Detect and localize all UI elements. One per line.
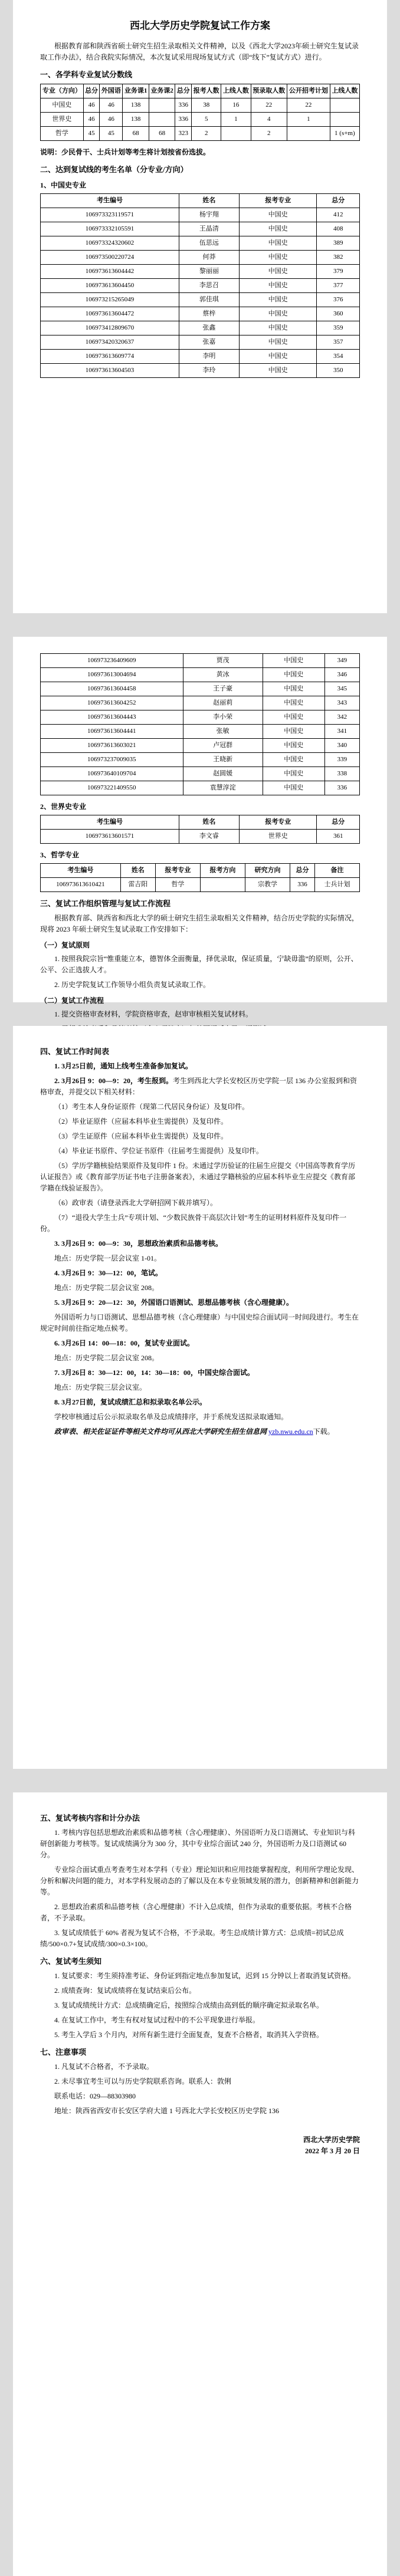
- table-cell: 1: [221, 113, 251, 127]
- table-cell: 389: [317, 236, 360, 251]
- subsection-philosophy: 3、哲学专业: [40, 851, 80, 859]
- table-cell: 中国史: [239, 321, 317, 335]
- download-note: [40, 1426, 360, 1437]
- table-row: [41, 364, 360, 378]
- table-cell: 106973324320602: [41, 236, 179, 251]
- table-cell: 中国史: [239, 293, 317, 307]
- section-5-paragraph-1: 1. 考核内容包括思想政治素质和品德考核（含心理健康）、外国语听力及口语测试、专业知识与科研创新能力考核等。复试成绩满分为 300 分，其中专业综合面试 240 分，外国语听力及口语测试 60 分。: [40, 1828, 356, 1859]
- table-cell: 106973613604442: [41, 265, 179, 279]
- table-cell: 卢冠群: [183, 739, 263, 753]
- table-cell: 中国史: [263, 654, 324, 668]
- table-header-cell: 考生编号: [41, 194, 179, 208]
- table-cell: 中国史: [239, 364, 317, 378]
- table-cell: 中国史: [263, 781, 324, 795]
- table-row: [41, 113, 360, 127]
- material-item: （2）毕业证原件（应届本科毕业生需提供）及复印件。: [54, 1117, 228, 1126]
- website-link[interactable]: yzb.nwu.edu.cn: [268, 1427, 313, 1436]
- table-row: [41, 279, 360, 293]
- table-cell: 106973332105591: [41, 222, 179, 236]
- schedule-item-title: 3. 3月26日 9：00—9：30，思想政治素质和品德考核。: [54, 1239, 223, 1248]
- download-note-text: 政审表、相关佐证证件等相关文件均可从西北大学研究生招生信息网: [54, 1427, 267, 1436]
- table-cell: 68: [123, 127, 149, 141]
- table-cell: 339: [324, 753, 359, 767]
- table-cell: 赵圆媛: [183, 767, 263, 781]
- table-cell: 106973613604458: [41, 682, 183, 696]
- table-row: [41, 293, 360, 307]
- document-page-3: [13, 1026, 387, 1769]
- table-row: [41, 265, 360, 279]
- section-1-heading: 一、各学科专业复试分数线: [40, 70, 133, 79]
- table-row: [41, 350, 360, 364]
- document-page-1: [13, 0, 387, 613]
- table-cell: 345: [324, 682, 359, 696]
- table-cell: 46: [83, 98, 100, 113]
- table-cell: 中国史: [263, 682, 324, 696]
- section-2-heading: 二、达到复试线的考生名单（分专业/方向）: [40, 165, 188, 174]
- table-row: [41, 696, 360, 710]
- table-cell: [330, 98, 359, 113]
- table-cell: 106973613604252: [41, 696, 183, 710]
- table-cell: 357: [317, 335, 360, 350]
- section-5-paragraph-2: 专业综合面试重点考查考生对本学科（专业）理论知识和应用技能掌握程度，利用所学理论发现、分析和解决问题的能力，对本学科发展动态的了解以及在本专业领域发展的潜力，创新精神和创新能力等。: [40, 1866, 359, 1896]
- table-cell: 106973500220724: [41, 251, 179, 265]
- table-cell: 王子豪: [183, 682, 263, 696]
- table-cell: 106973640109704: [41, 767, 183, 781]
- table-cell: 贾茂: [183, 654, 263, 668]
- table-cell: 106973420320637: [41, 335, 179, 350]
- table-row: [41, 321, 360, 335]
- table-header-cell: 业务课1: [123, 84, 149, 98]
- table-cell: 张敏: [183, 725, 263, 739]
- table-cell: 106973613604450: [41, 279, 179, 293]
- table-cell: 22: [251, 98, 287, 113]
- notice-item: 2. 成绩查询：复试成绩将在复试结束后公布。: [54, 1986, 196, 1995]
- table-cell: 伍思远: [179, 236, 239, 251]
- table-cell: 340: [324, 739, 359, 753]
- table-cell: [200, 878, 245, 892]
- table-header-cell: 总分: [83, 84, 100, 98]
- table-cell: 46: [100, 113, 123, 127]
- table-cell: 382: [317, 251, 360, 265]
- attention-item: 2. 未尽事宜考生可以与历史学院联系咨询。联系人：敦俐: [54, 2077, 232, 2085]
- table-cell: 379: [317, 265, 360, 279]
- table-cell: 46: [100, 98, 123, 113]
- document-title: 西北大学历史学院复试工作方案: [130, 20, 270, 31]
- table-cell: 38: [192, 98, 221, 113]
- candidate-table-chinese-history-cont: [40, 653, 360, 795]
- schedule-item-title: 7. 3月26日 8：30—12：00，14：30—18：00，中国史综合面试。: [54, 1368, 255, 1377]
- section-3-heading: 三、复试工作组织管理与复试工作流程: [40, 899, 171, 908]
- section-3-intro: 根据教育部、陕西省和西北大学的硕士研究生招生录取相关文件精神，结合历史学院的实际情况，现将 2023 年硕士研究生复试录取工作安排如下：: [40, 914, 359, 933]
- table-cell: 106973613604503: [41, 364, 179, 378]
- table-cell: 343: [324, 696, 359, 710]
- table-row: [41, 710, 360, 725]
- table-cell: 宗教学: [245, 878, 290, 892]
- table-cell: 106973215265049: [41, 293, 179, 307]
- table-header-cell: 报考方向: [200, 864, 245, 878]
- table-cell: 1: [287, 113, 330, 127]
- table-row: [41, 208, 360, 222]
- principles-heading: （一）复试原则: [40, 941, 90, 949]
- notice-item: 4. 在复试工作中，考生有权对复试过程中的不公平现象进行举报。: [54, 2016, 260, 2024]
- schedule-item: [40, 1268, 360, 1279]
- table-cell: 中国史: [263, 710, 324, 725]
- table-cell: 哲学: [41, 127, 84, 141]
- table-row: [41, 236, 360, 251]
- table-cell: 中国史: [239, 236, 317, 251]
- schedule-item: [40, 1297, 360, 1308]
- table-row: [41, 878, 360, 892]
- subsection-chinese-history: 1、中国史专业: [40, 181, 87, 189]
- schedule-item-detail: 地点：历史学院二层会议室 208。: [54, 1284, 159, 1292]
- section-6-list: [40, 1970, 360, 2041]
- table-cell: 412: [317, 208, 360, 222]
- schedule-item-detail: 地点：历史学院一层会议室 1-01。: [54, 1254, 161, 1262]
- table-header-cell: 上线人数: [221, 84, 251, 98]
- table-cell: 336: [175, 98, 192, 113]
- table-cell: 106973221409550: [41, 781, 183, 795]
- section-7-list: [40, 2061, 360, 2117]
- table-cell: 138: [123, 113, 149, 127]
- table-row: [41, 725, 360, 739]
- table-cell: 袁慧淳淀: [183, 781, 263, 795]
- schedule-item-title: 6. 3月26日 14：00—18：00，复试专业面试。: [54, 1339, 195, 1347]
- table-cell: 中国史: [239, 350, 317, 364]
- table-cell: 106973613603021: [41, 739, 183, 753]
- table-header-cell: 专业（方向）: [41, 84, 84, 98]
- table-row: [41, 307, 360, 321]
- table-header-cell: 报考专业: [155, 864, 200, 878]
- table-cell: [149, 113, 175, 127]
- table-row: [41, 222, 360, 236]
- section-7-heading: 七、注意事项: [40, 2048, 87, 2057]
- table-cell: 349: [324, 654, 359, 668]
- table-cell: 王晓新: [183, 753, 263, 767]
- table-cell: 354: [317, 350, 360, 364]
- candidate-table-philosophy: [40, 863, 360, 892]
- material-item: （1）考生本人身份证原件（现第二代居民身份证）及复印件。: [54, 1103, 250, 1111]
- subsection-world-history: 2、世界史专业: [40, 802, 87, 811]
- table-cell: 李文睿: [179, 830, 239, 844]
- table-cell: 106973237009035: [41, 753, 183, 767]
- table-cell: 342: [324, 710, 359, 725]
- table-cell: 中国史: [263, 739, 324, 753]
- materials-list: [40, 1101, 360, 1235]
- material-item: （6）政审表（请登录西北大学研招网下载并填写）。: [54, 1199, 218, 1207]
- schedule-item: [40, 1367, 360, 1379]
- flow-item: 1. 提交资格审查材料，学院资格审查，赵审审核相关复试材料。: [54, 1010, 253, 1018]
- table-header-cell: 姓名: [179, 815, 239, 830]
- table-cell: 杨宇翔: [179, 208, 239, 222]
- table-cell: 336: [324, 781, 359, 795]
- table-cell: [149, 98, 175, 113]
- table-cell: 336: [175, 113, 192, 127]
- section-5-heading: 五、复试考核内容和计分办法: [40, 1814, 140, 1822]
- schedule-item-2-text: 考生到西北大学长安校区历史学院一层 136 办公室报到和资格审查，并提交以下相关材料：: [40, 1077, 358, 1096]
- table-cell: 106973613610421: [41, 878, 121, 892]
- table-header-cell: 总分: [317, 815, 360, 830]
- table-header-cell: 报考专业: [239, 194, 317, 208]
- table-header-cell: 姓名: [179, 194, 239, 208]
- principle-item: 2. 历史学院复试工作领导小组负责复试录取工作。: [54, 981, 211, 989]
- table-cell: 106973613604441: [41, 725, 183, 739]
- table-header-cell: 总分: [175, 84, 192, 98]
- schedule-item: [40, 1338, 360, 1349]
- score-line-table: [40, 84, 360, 141]
- notice-item: 1. 复试要求：考生须持准考证、身份证到指定地点参加复试，迟到 15 分钟以上者取消复试资格。: [54, 1972, 356, 1980]
- table-cell: 138: [123, 98, 149, 113]
- table-cell: 中国史: [239, 208, 317, 222]
- material-item: （3）学生证原件（应届本科毕业生需提供）及复印件。: [54, 1132, 228, 1140]
- table-header-cell: 总分: [290, 864, 315, 878]
- table-header-cell: 外国语: [100, 84, 123, 98]
- table-cell: 376: [317, 293, 360, 307]
- table-cell: 350: [317, 364, 360, 378]
- table-cell: 赵丽莉: [183, 696, 263, 710]
- schedule-item-2: [40, 1075, 360, 1098]
- table-cell: 中国史: [239, 279, 317, 293]
- intro-paragraph: 根据教育部和陕西省硕士研究生招生录取相关文件精神，以及《西北大学2023年硕士研究生复试录取工作办法》，结合我院实际情况，本次复试采用现场复试方式（即“线下”复试方式）进行。: [40, 42, 359, 61]
- section-5-paragraph-3: 2. 思想政治素质和品德考核（含心理健康）不计入总成绩，但作为录取的重要依据。考核不合格者，不予录取。: [40, 1903, 352, 1922]
- document-page-4: [13, 1792, 387, 2576]
- table-header-cell: 考生编号: [41, 815, 179, 830]
- table-cell: 45: [100, 127, 123, 141]
- material-item: （4）毕业证书原件、学位证书原件（往届考生需提供）及复印件。: [54, 1147, 264, 1155]
- table-cell: 李思召: [179, 279, 239, 293]
- table-row: [41, 251, 360, 265]
- table-row: [41, 753, 360, 767]
- schedule-item: [40, 1238, 360, 1249]
- table-cell: 341: [324, 725, 359, 739]
- table-cell: 22: [287, 98, 330, 113]
- table-row: [41, 739, 360, 753]
- table-row: [41, 654, 360, 668]
- table-row: [41, 830, 360, 844]
- table-cell: 中国史: [263, 725, 324, 739]
- table-cell: [221, 127, 251, 141]
- schedule-item-detail: 外国语听力与口语测试、思想品德考核（含心理健康）与中国史综合面试同一时间段进行。考生在规定时间前往指定地点候考。: [40, 1313, 359, 1333]
- table-header-cell: 姓名: [120, 864, 155, 878]
- table-header-cell: 预录取人数: [251, 84, 287, 98]
- table-cell: 377: [317, 279, 360, 293]
- table-cell: 中国史: [239, 307, 317, 321]
- schedule-item-1: [40, 1061, 360, 1072]
- table-row: [41, 98, 360, 113]
- table-cell: 106973613609774: [41, 350, 179, 364]
- table-cell: 张嘉: [179, 335, 239, 350]
- table-header-cell: 考生编号: [41, 864, 121, 878]
- table-cell: 106973323119571: [41, 208, 179, 222]
- section-5-paragraph-4: 3. 复试成绩低于 60% 者视为复试不合格，不予录取。考生总成绩计算方式：总成绩=初试总成绩/500×0.7+复试成绩/300×0.3×100。: [40, 1929, 344, 1948]
- table-cell: 中国史: [239, 265, 317, 279]
- table-row: [41, 127, 360, 141]
- table-header-cell: 公开招考计划: [287, 84, 330, 98]
- schedule-item-title: 4. 3月26日 9：30—12：00，笔试。: [54, 1269, 163, 1277]
- table-cell: [330, 113, 359, 127]
- table-cell: 336: [290, 878, 315, 892]
- table-cell: 2: [251, 127, 287, 141]
- attention-item: 地址：陕西省西安市长安区学府大道 1 号西北大学长安校区历史学院 136: [54, 2107, 280, 2115]
- table-header-cell: 上线人数: [330, 84, 359, 98]
- table-cell: 世界史: [239, 830, 317, 844]
- table-cell: 4: [251, 113, 287, 127]
- schedule-item-2-title: 2. 3月26日 9：00—9：20，考生报到。: [54, 1077, 173, 1085]
- schedule-item-title: 5. 3月26日 9：20—12：30，外国语口语测试、思想品德考核（含心理健康）。: [54, 1298, 294, 1307]
- table-cell: 323: [175, 127, 192, 141]
- note-bold: 说明：少民骨干、士兵计划等考生将计划按省份选拔。: [40, 148, 211, 156]
- schedule-item-detail: 地点：历史学院三层会议室。: [54, 1383, 147, 1391]
- principle-item: 1. 按照我院宗旨“惟重能立本，德智体全面衡量，择优录取，保证质量，宁缺毋滥”的原则，公开、公平、公正选拔人才。: [40, 955, 358, 974]
- table-row: [41, 682, 360, 696]
- table-cell: 中国史: [263, 696, 324, 710]
- table-cell: 5: [192, 113, 221, 127]
- table-cell: 46: [83, 113, 100, 127]
- signature-date: 2022 年 3 月 20 日: [304, 2147, 360, 2155]
- notice-item: 5. 考生入学后 3 个月内，对所有新生进行全面复查，复查不合格者，取消其入学资格。: [54, 2031, 324, 2039]
- attention-item: 联系电话：029—88303980: [54, 2092, 136, 2100]
- table-cell: [287, 127, 330, 141]
- table-cell: 中国史: [41, 98, 84, 113]
- table-cell: 王晶清: [179, 222, 239, 236]
- document-page-2: [13, 637, 387, 1018]
- table-cell: 郭佳琪: [179, 293, 239, 307]
- table-cell: 黎丽丽: [179, 265, 239, 279]
- table-cell: 106973613604443: [41, 710, 183, 725]
- table-cell: 359: [317, 321, 360, 335]
- table-cell: 346: [324, 668, 359, 682]
- table-cell: 雷吉阳: [120, 878, 155, 892]
- table-cell: 1 (s+m): [330, 127, 359, 141]
- table-cell: 338: [324, 767, 359, 781]
- table-cell: 106973613601571: [41, 830, 179, 844]
- table-cell: 16: [221, 98, 251, 113]
- table-cell: 106973412809670: [41, 321, 179, 335]
- table-header-cell: 业务课2: [149, 84, 175, 98]
- schedule-item-detail: 学校审核通过后公示拟录取名单及总成绩排序，并于系统发送拟录取通知。: [54, 1413, 288, 1421]
- table-cell: 中国史: [239, 335, 317, 350]
- table-cell: 408: [317, 222, 360, 236]
- table-cell: 何莽: [179, 251, 239, 265]
- section-6-heading: 六、复试考生须知: [40, 1957, 102, 1966]
- table-cell: 蔡梓: [179, 307, 239, 321]
- material-item: （7）“退役大学生士兵”专项计划、“少数民族骨干高层次计划”考生的证明材料原件及复印件一份。: [40, 1213, 347, 1233]
- schedule-item-title: 8. 3月27日前，复试成绩汇总和拟录取名单公示。: [54, 1398, 207, 1406]
- schedule-item-1-title: 1. 3月25日前，通知上线考生准备参加复试。: [54, 1062, 193, 1070]
- table-cell: 李明: [179, 350, 239, 364]
- table-cell: 李玲: [179, 364, 239, 378]
- notice-item: 3. 复试成绩统计方式：总成绩确定后，按照综合成绩由高到低的顺序确定拟录取名单。: [54, 2001, 324, 2009]
- table-cell: 中国史: [263, 753, 324, 767]
- table-header-cell: 研究方向: [245, 864, 290, 878]
- table-cell: 68: [149, 127, 175, 141]
- schedule-item-detail: 地点：历史学院二层会议室 208。: [54, 1354, 159, 1362]
- table-cell: 哲学: [155, 878, 200, 892]
- table-cell: 张鑫: [179, 321, 239, 335]
- table-cell: 士兵计划: [314, 878, 359, 892]
- table-row: [41, 767, 360, 781]
- table-cell: 黄冰: [183, 668, 263, 682]
- download-note-tail: 下载。: [313, 1427, 335, 1436]
- table-cell: 360: [317, 307, 360, 321]
- table-cell: 李小荣: [183, 710, 263, 725]
- table-header-cell: 报考人数: [192, 84, 221, 98]
- table-header-cell: 报考专业: [239, 815, 317, 830]
- table-header-cell: 总分: [317, 194, 360, 208]
- table-row: [41, 668, 360, 682]
- table-cell: 中国史: [263, 668, 324, 682]
- signature: 西北大学历史学院: [303, 2136, 360, 2144]
- table-cell: 106973613604472: [41, 307, 179, 321]
- schedule-item: [40, 1397, 360, 1408]
- candidate-table-chinese-history: [40, 193, 360, 378]
- table-cell: 106973236409609: [41, 654, 183, 668]
- table-row: [41, 335, 360, 350]
- candidate-table-world-history: [40, 815, 360, 844]
- table-cell: 2: [192, 127, 221, 141]
- section-4-heading: 四、复试工作时间表: [40, 1047, 110, 1056]
- table-cell: 中国史: [239, 251, 317, 265]
- table-cell: 世界史: [41, 113, 84, 127]
- table-row: [41, 781, 360, 795]
- attention-item: 1. 凡复试不合格者，不予录取。: [54, 2062, 154, 2071]
- table-cell: 361: [317, 830, 360, 844]
- table-cell: 106973613004694: [41, 668, 183, 682]
- table-cell: 中国史: [239, 222, 317, 236]
- material-item: （5）学历学籍核验结果原件及复印件 1 份。未通过学历验证的往届生应提交《中国高等教育学历认证报告》或《教育部学历证书电子注册备案表》，未通过学籍核验的应届本科毕业生应提交《教育部学籍在线验证报告》。: [40, 1162, 356, 1192]
- table-header-cell: 备注: [314, 864, 359, 878]
- flow-heading: （二）复试工作流程: [40, 996, 104, 1005]
- principles-list: [40, 953, 360, 991]
- schedule-list: [40, 1238, 360, 1423]
- table-cell: 45: [83, 127, 100, 141]
- table-cell: 中国史: [263, 767, 324, 781]
